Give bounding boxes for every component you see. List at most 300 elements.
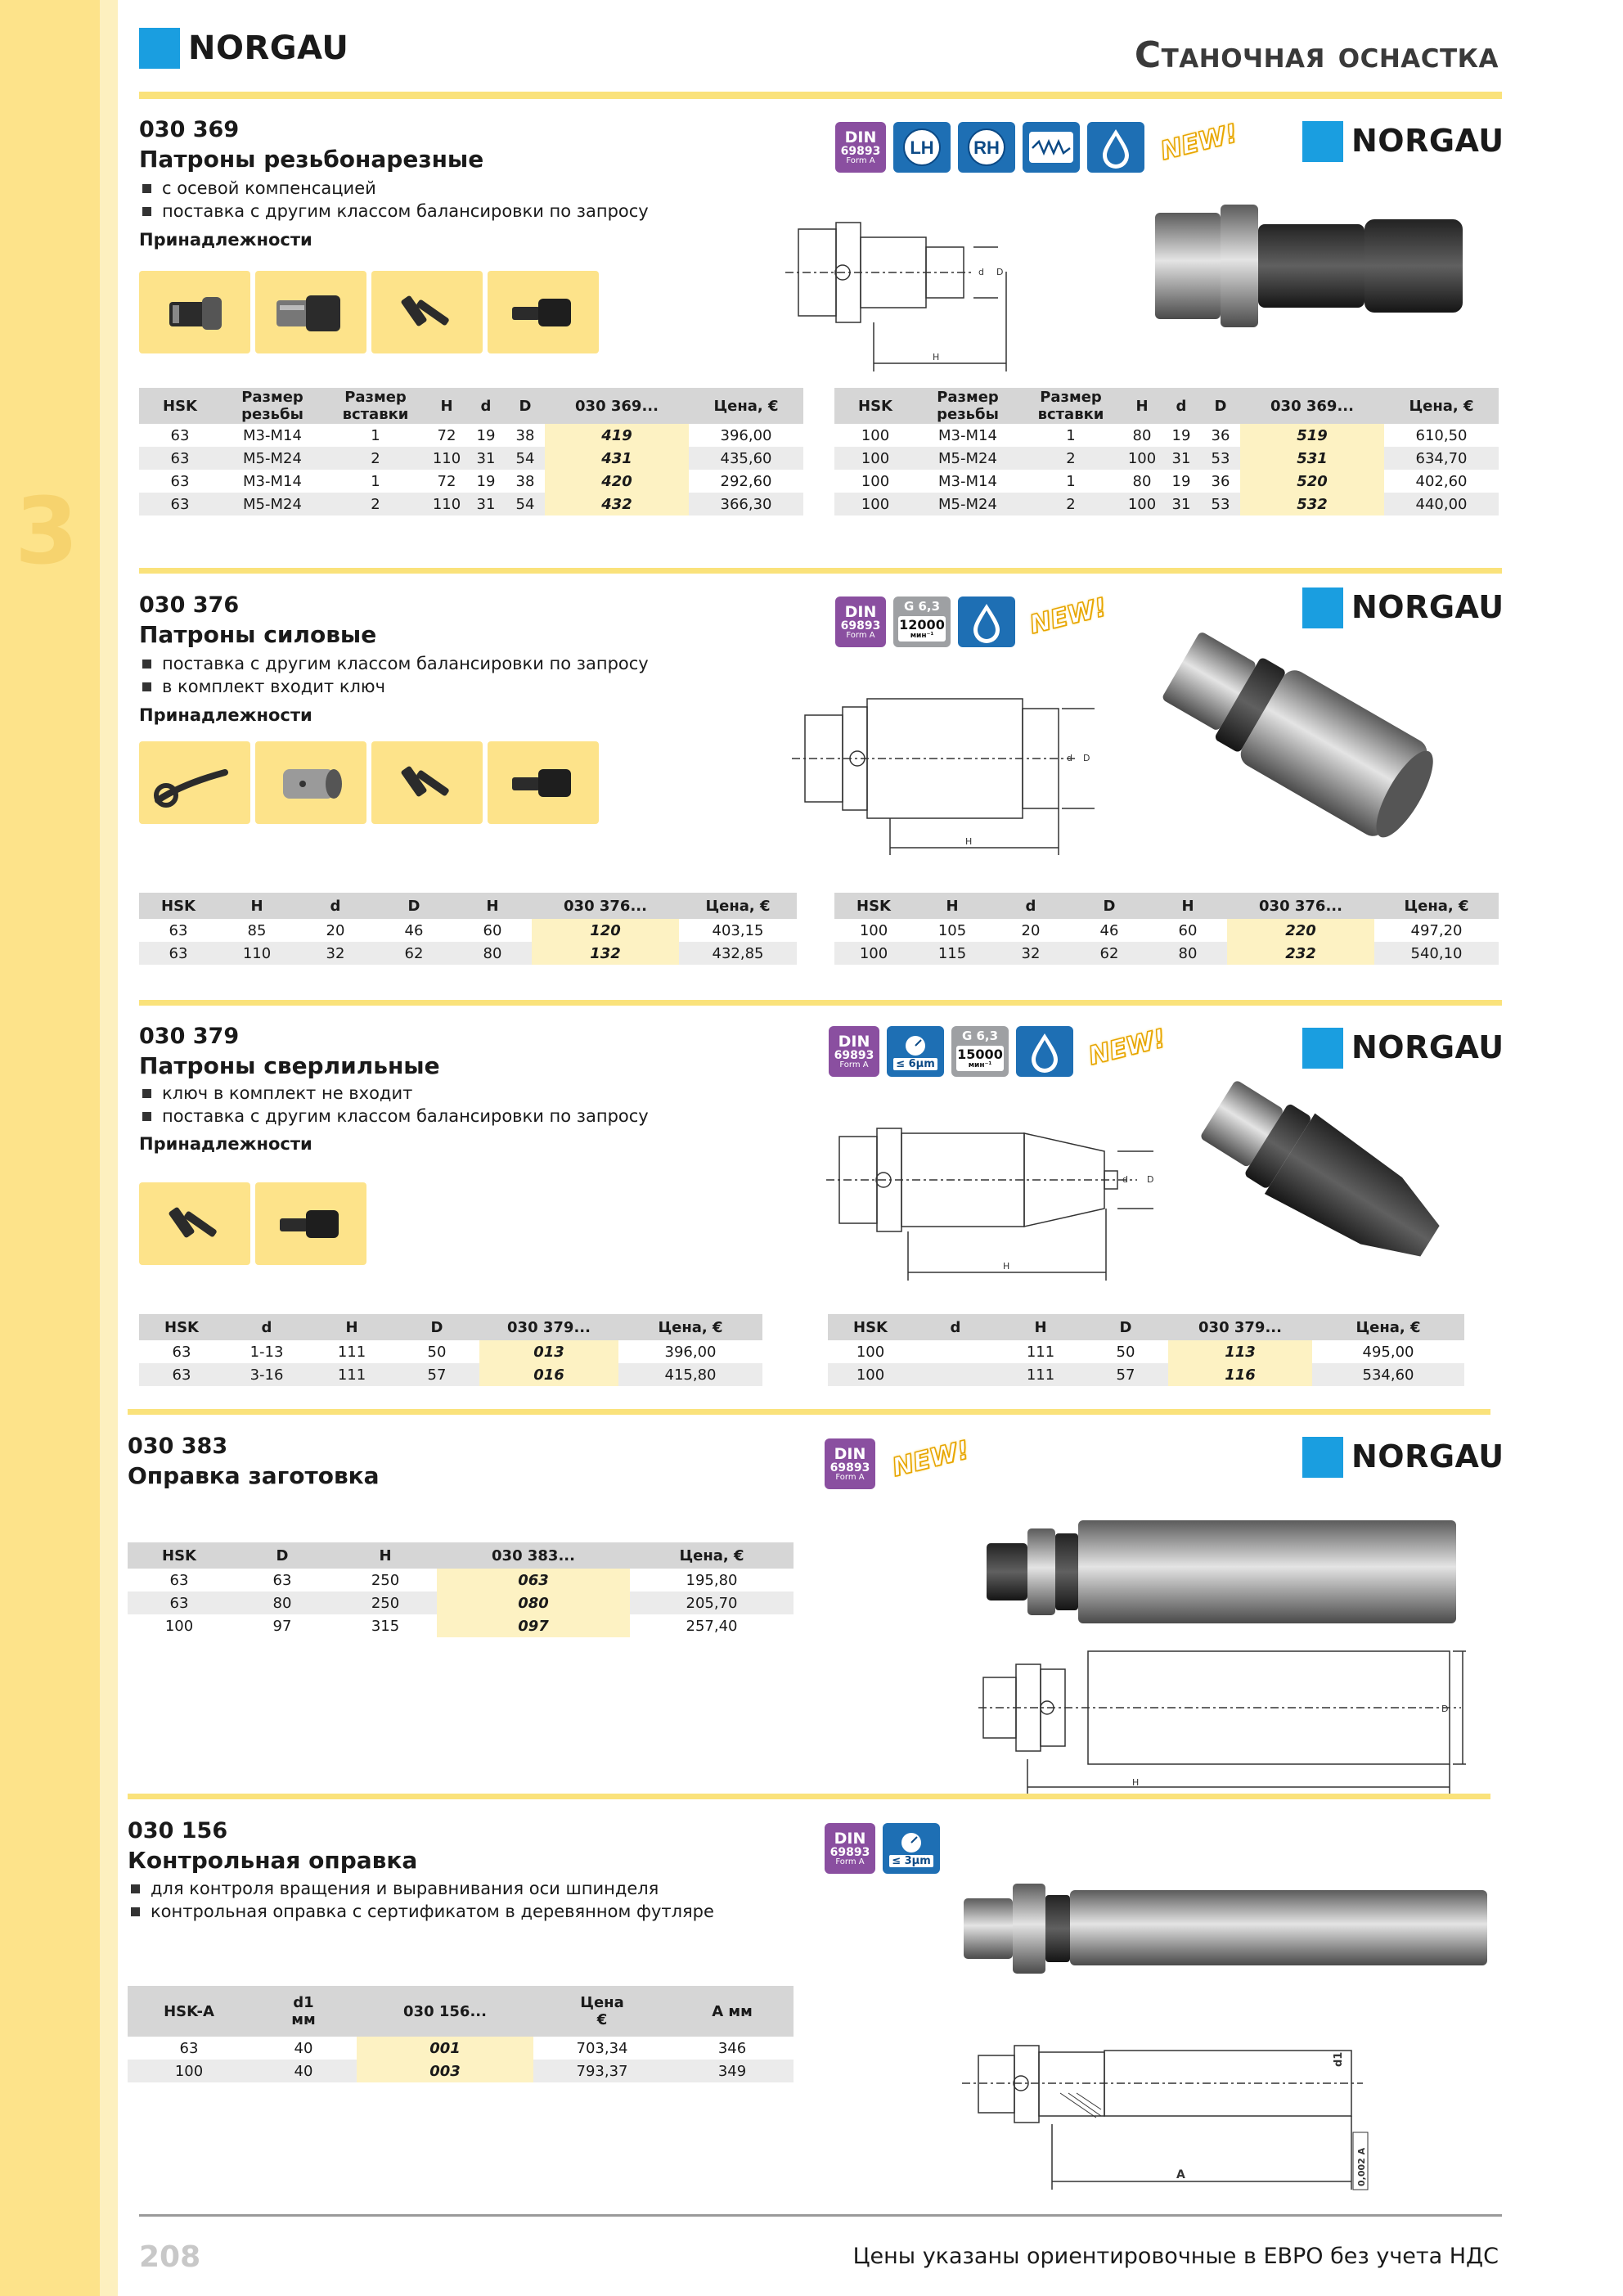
article-code-cell: 003 [357,2060,533,2082]
article-code-cell: 520 [1240,470,1384,493]
cell: 100 [859,921,888,939]
cell: M3-M14 [938,472,997,490]
article-code-cell: 419 [545,424,689,447]
din-69893-badge: DIN 69893 Form A [835,597,886,647]
section-divider [128,1794,1490,1799]
price-cell: 415,80 [618,1363,762,1386]
col-header: HSK [828,1314,913,1340]
article-code-cell: 531 [1240,447,1384,470]
cell: 31 [466,493,506,515]
cell: 250 [334,1591,437,1614]
bullet: в комплект входит ключ [139,675,649,698]
svg-text:A: A [1176,2168,1185,2181]
cell: 72 [437,426,456,444]
col-header: HSK-A [128,1986,250,2037]
cell: M5-M24 [221,447,324,470]
price-cell: 292,60 [720,472,772,490]
blank-arbor-photo [982,1510,1464,1633]
cell: 63 [169,1571,189,1589]
article-code-cell: 420 [545,470,689,493]
col-header: A мм [671,1986,794,2037]
cell: 54 [506,493,545,515]
brand-logo-text: NORGAU [1351,1438,1504,1474]
section-379-bullets [139,1082,649,1128]
section-divider [139,568,1502,574]
section-379-accessories-label: Принадлежности [139,1134,312,1154]
section-divider [139,1000,1502,1006]
tap-adapter-accessory [255,271,366,353]
cell: 36 [1211,472,1230,490]
cell: 50 [427,1343,447,1361]
price-cell: 432,85 [679,942,797,965]
spec-table-369-hsk100 [834,388,1499,515]
price-cell: 257,40 [686,1617,738,1635]
coolant-drop-icon [958,597,1015,647]
din-69893-badge: DIN 69893 Form A [825,1438,875,1489]
col-header: d [913,1314,998,1340]
collet-insert-accessory [139,271,250,353]
brand-logo-text: NORGAU [1351,589,1504,625]
section-376-accessories-label: Принадлежности [139,705,312,725]
cell: 19 [476,472,496,490]
table-row [128,2060,794,2082]
svg-text:d: d [978,267,984,277]
table-row [834,447,1499,470]
cell: 31 [1162,447,1201,470]
cell: 250 [371,1571,400,1589]
col-header: D [1083,1314,1168,1340]
table-row [128,1569,794,1591]
article-code-cell: 120 [532,919,679,942]
section-369-code: 030 369 [139,117,240,142]
cell: M5-M24 [916,493,1019,515]
svg-text:0,002 A: 0,002 A [1356,2147,1367,2186]
article-code-cell: 113 [1168,1340,1312,1363]
col-header: Цена, € [1384,388,1499,424]
cell: 63 [179,2039,199,2057]
spec-table-383 [128,1542,794,1637]
cell: 100 [128,2060,250,2082]
price-cell: 703,34 [576,2039,628,2057]
col-header: H [218,893,296,919]
blank-arbor-drawing [978,1645,1469,1796]
cell: 19 [1171,426,1191,444]
table-row [128,1591,794,1614]
price-cell: 435,60 [689,447,803,470]
section-divider [128,1409,1490,1415]
brand-logo-text: NORGAU [1351,123,1504,159]
col-header: HSK [139,388,221,424]
cell: 40 [250,2060,357,2082]
din-69893-badge: DIN 69893 Form A [829,1026,879,1077]
cell: 36 [1211,426,1230,444]
cell: 1 [371,472,380,490]
section-376-bullets [139,652,649,698]
drill-chuck-drawing [826,1117,1170,1289]
cell: 50 [1116,1343,1135,1361]
cell: 100 [856,1343,885,1361]
cell: 31 [466,447,506,470]
section-383-code: 030 383 [128,1434,228,1459]
col-header: Размер резьбы [221,388,324,424]
section-376-accessories [139,741,597,824]
cell: 111 [1026,1343,1055,1361]
spec-table-379-hsk63 [139,1314,762,1386]
table-header [834,893,1499,919]
page-number: 208 [139,2240,201,2274]
section-379-title: Патроны сверлильные [139,1052,440,1079]
cell: 40 [294,2039,313,2057]
table-header [139,893,797,919]
cell: 3-16 [224,1363,309,1386]
cell: 63 [128,1591,231,1614]
t-wrench-accessory [371,271,483,353]
col-header: 030 369... [1240,388,1384,424]
cell: 63 [139,1363,224,1386]
cell: 1-13 [250,1343,284,1361]
din-69893-badge: DIN 69893 Form A [825,1823,875,1874]
cell: 20 [1021,921,1041,939]
col-header: D [1201,388,1240,424]
section-156-bullets [128,1877,714,1923]
spec-table-376-hsk63 [139,893,797,965]
bullet: поставка с другим классом балансировки по запросу [139,200,649,223]
col-header: HSK [128,1542,231,1569]
col-header: H [334,1542,437,1569]
cell: 100 [1122,493,1162,515]
cell: 100 [828,1363,913,1386]
col-header: 030 383... [437,1542,630,1569]
table-header [834,388,1499,424]
col-header: Цена, € [630,1542,794,1569]
cell: 63 [139,447,221,470]
col-header: H [1122,388,1162,424]
cell: M3-M14 [938,426,997,444]
col-header: D [231,1542,334,1569]
brand-logo-text: NORGAU [188,29,349,67]
cell: 97 [272,1617,292,1635]
svg-text:LH: LH [910,137,934,158]
cell: 100 [834,447,916,470]
cell: 63 [169,921,188,939]
cell: 111 [309,1363,394,1386]
table-row [828,1363,1464,1386]
article-code-cell: 532 [1240,493,1384,515]
coolant-drop-icon [1016,1026,1073,1077]
col-header: Цена, € [1312,1314,1464,1340]
cell: 38 [515,472,535,490]
cell: 53 [1201,493,1240,515]
cell: 100 [834,942,913,965]
col-header: d [466,388,506,424]
price-cell: 403,15 [712,921,764,939]
article-code-cell: 220 [1227,919,1374,942]
page-title: Станочная оснастка [1134,34,1499,76]
spec-table-376-hsk100 [834,893,1499,965]
cell: 2 [324,493,427,515]
collet-accessory [255,741,366,824]
article-code-cell: 001 [357,2037,533,2060]
cell: 110 [427,493,466,515]
col-header: D [506,388,545,424]
bullet: поставка с другим классом балансировки по запросу [139,1105,649,1128]
table-row [139,447,803,470]
bolt-accessory [488,741,599,824]
section-379-accessories [139,1182,368,1265]
col-header: D [394,1314,479,1340]
col-header: H [998,1314,1083,1340]
table-row [139,919,797,942]
col-header: H [1149,893,1227,919]
svg-text:H: H [1003,1261,1010,1272]
brand-logo-square [1302,1437,1343,1478]
spec-table-379-hsk100 [828,1314,1464,1386]
cell: 62 [375,942,453,965]
col-header: 030 376... [532,893,679,919]
svg-text:D: D [1083,753,1090,763]
cell: 31 [1162,493,1201,515]
new-product-badge: NEW! [1158,118,1241,167]
cell: 110 [427,447,466,470]
cell: 80 [453,942,532,965]
sidebar-divider [100,0,118,2296]
bullet: с осевой компенсацией [139,177,649,200]
cell [913,1340,998,1363]
table-row [828,1340,1464,1363]
cell: 1 [1066,472,1076,490]
balance-g63-rpm-badge: G 6,3 12000 мин⁻¹ [893,597,951,647]
article-code-cell: 016 [479,1363,618,1386]
chapter-sidebar [0,0,100,2296]
brand-logo-text: NORGAU [1351,1029,1504,1065]
cell: 80 [1132,426,1152,444]
article-code-cell: 431 [545,447,689,470]
table-row [834,493,1499,515]
col-header: d [224,1314,309,1340]
cell: 72 [437,472,456,490]
bullet: для контроля вращения и выравнивания оси шпинделя [128,1877,714,1900]
section-369-title: Патроны резьбонарезные [139,146,484,173]
brand-logo-square [139,28,180,69]
cell: 85 [247,921,267,939]
svg-text:D: D [1441,1704,1449,1714]
article-code-cell: 116 [1168,1363,1312,1386]
hook-wrench-accessory [139,741,250,824]
col-header: HSK [139,1314,224,1340]
thread-chuck-drawing [785,214,1055,378]
article-code-cell: 080 [437,1591,630,1614]
col-header: 030 376... [1227,893,1374,919]
footer-rule [139,2214,1502,2217]
cell: 2 [324,447,427,470]
table-row [834,942,1499,965]
cell: M3-M14 [243,426,302,444]
col-header: 030 379... [1168,1314,1312,1340]
cell: 46 [404,921,424,939]
col-header: Цена € [533,1986,671,2037]
section-369-bullets [139,177,649,223]
section-383-title: Оправка заготовка [128,1462,380,1489]
table-row [139,942,797,965]
col-header: d [991,893,1070,919]
svg-text:H: H [933,352,940,362]
col-header: D [1070,893,1149,919]
brand-logo-square [1302,121,1343,162]
cell: 110 [218,942,296,965]
table-header [128,1986,794,2037]
table-row [139,493,803,515]
col-header: HSK [139,893,218,919]
svg-text:H: H [965,836,973,847]
section-369-accessories [139,271,594,353]
cell: M3-M14 [243,472,302,490]
table-row [139,1340,762,1363]
cell: 80 [1132,472,1152,490]
cell: 100 [834,493,916,515]
price-cell: 495,00 [1362,1343,1414,1361]
price-disclaimer: Цены указаны ориентировочные в ЕВРО без учета НДС [852,2244,1499,2269]
price-cell: 497,20 [1410,921,1463,939]
cell: 63 [139,942,218,965]
cell: M5-M24 [221,493,324,515]
col-header: Размер резьбы [916,388,1019,424]
col-header: H [309,1314,394,1340]
svg-text:D: D [996,267,1004,277]
article-code-cell: 063 [437,1569,630,1591]
price-cell: 540,10 [1374,942,1499,965]
table-header [828,1314,1464,1340]
cell: 63 [170,426,190,444]
cell: 315 [371,1617,400,1635]
bolt-accessory [255,1182,366,1265]
spec-table-156 [128,1986,794,2082]
col-header: Цена, € [679,893,797,919]
test-arbor-photo [957,1866,1497,1988]
cell: 80 [1149,942,1227,965]
svg-text:d: d [1122,1174,1128,1185]
table-row [834,919,1499,942]
coolant-drop-icon [1087,122,1144,173]
section-156-code: 030 156 [128,1818,228,1844]
din-69893-badge: DIN 69893 Form A [835,122,886,173]
header-rule [139,92,1502,99]
price-cell: 402,60 [1415,472,1468,490]
bolt-accessory [488,271,599,353]
col-header: H [913,893,991,919]
col-header: HSK [834,893,913,919]
bullet: ключ в комплект не входит [139,1082,649,1105]
cell: M5-M24 [916,447,1019,470]
table-header [139,388,803,424]
table-header [139,1314,762,1340]
cell: 32 [296,942,375,965]
article-code-cell: 432 [545,493,689,515]
right-hand-thread-icon [958,122,1015,173]
cell: 54 [506,447,545,470]
cell: 111 [337,1343,366,1361]
bullet: поставка с другим классом балансировки по запросу [139,652,649,675]
price-cell: 366,30 [689,493,803,515]
cell: 100 [861,426,890,444]
article-code-cell: 232 [1227,942,1374,965]
table-row [128,2037,794,2060]
left-hand-thread-icon [893,122,951,173]
price-cell: 534,60 [1312,1363,1464,1386]
new-product-badge: NEW! [1027,592,1110,641]
runout-gauge-icon: ≤ 6µm [887,1026,944,1077]
col-header: d [1162,388,1201,424]
new-product-badge: NEW! [889,1434,973,1483]
col-header: Цена, € [1374,893,1499,919]
table-row [139,1363,762,1386]
brand-logo-square [1302,1028,1343,1069]
svg-text:d: d [1067,753,1072,763]
cell: 105 [937,921,967,939]
cell: 20 [326,921,345,939]
drill-chuck-photo [1186,1064,1472,1293]
section-376-title: Патроны силовые [139,621,377,648]
cell: 63 [272,1571,292,1589]
new-product-badge: NEW! [1086,1023,1169,1072]
col-header: 030 369... [545,388,689,424]
axial-compensation-icon [1023,122,1080,173]
svg-text:D: D [1147,1174,1154,1185]
cell: 63 [139,493,221,515]
col-header: Цена, € [618,1314,762,1340]
thread-chuck-photo [1145,188,1472,352]
cell: 100 [164,1617,194,1635]
table-row [128,1614,794,1637]
table-row [139,424,803,447]
balance-g63-rpm-badge: G 6,3 15000 мин⁻¹ [951,1026,1009,1077]
cell: 100 [861,472,890,490]
svg-text:H: H [1132,1777,1140,1788]
table-row [834,470,1499,493]
price-cell: 793,37 [533,2060,671,2082]
power-chuck-photo [1145,622,1464,851]
col-header: H [453,893,532,919]
col-header: d1 мм [250,1986,357,2037]
cell: 46 [1099,921,1119,939]
spec-table-369-hsk63 [139,388,803,515]
article-code-cell: 013 [479,1340,618,1363]
article-code-cell: 132 [532,942,679,965]
table-row [139,470,803,493]
col-header: Цена, € [689,388,803,424]
price-cell: 610,50 [1415,426,1468,444]
cell: 60 [483,921,502,939]
price-cell: 634,70 [1384,447,1499,470]
cell: 349 [671,2060,794,2082]
article-code-cell: 519 [1240,424,1384,447]
cell: 63 [172,1343,191,1361]
table-header [128,1542,794,1569]
cell: 2 [1019,493,1122,515]
t-wrench-accessory [139,1182,250,1265]
col-header: d [296,893,375,919]
col-header: H [427,388,466,424]
col-header: D [375,893,453,919]
cell: 63 [170,472,190,490]
runout-gauge-icon: ≤ 3µm [883,1823,940,1874]
cell: 80 [231,1591,334,1614]
price-cell: 440,00 [1384,493,1499,515]
cell: 2 [1019,447,1122,470]
price-cell: 205,70 [630,1591,794,1614]
price-cell: 396,00 [720,426,772,444]
cell: 346 [717,2039,747,2057]
chapter-number: 3 [15,479,79,585]
